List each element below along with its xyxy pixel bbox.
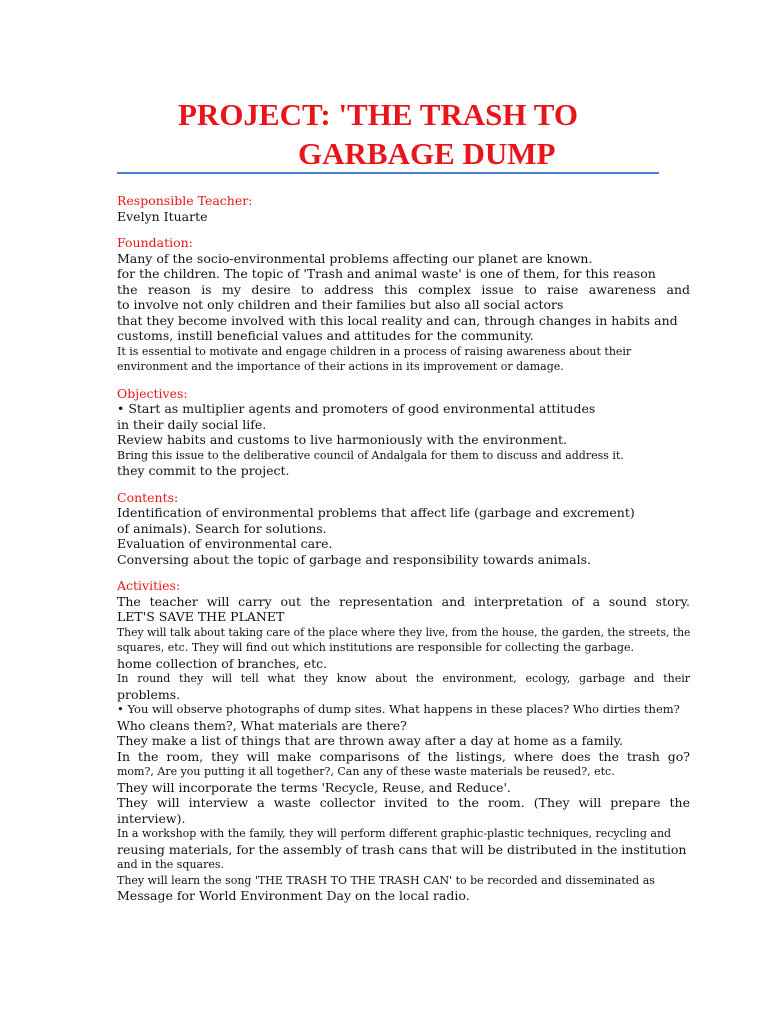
section-heading: Contents: — [117, 489, 179, 505]
text-line: squares, etc. They will find out which institutions are responsible for collecting the garbage. — [117, 641, 634, 654]
text-line: that they become involved with this local reality and can, through changes in habits and — [117, 312, 678, 328]
title-line-2: GARBAGE DUMP — [298, 136, 556, 171]
text-line: Identification of environmental problems that affect life (garbage and excrement) — [117, 505, 635, 520]
document-body — [117, 193, 690, 915]
text-line: of animals). Search for solutions. — [117, 520, 327, 536]
text-line: They will learn the song 'THE TRASH TO THE TRASH CAN' to be recorded and disseminated as — [117, 873, 655, 887]
text-line: Bring this issue to the deliberative council of Andalgala for them to discuss and address it. — [117, 448, 624, 462]
text-line: • Start as multiplier agents and promoters of good environmental attitudes — [117, 401, 596, 416]
text-line: reusing materials, for the assembly of trash cans that will be distributed in the institution — [117, 841, 687, 857]
text-line: Review habits and customs to live harmoniously with the environment. — [117, 432, 568, 447]
text-line: They will incorporate the terms 'Recycle, Reuse, and Reduce'. — [117, 779, 511, 795]
section-contents — [117, 490, 690, 568]
text-line: In a workshop with the family, they will perform different graphic-plastic techniques, recycling and — [117, 827, 672, 840]
title-line-1: PROJECT: 'THE TRASH TO — [178, 97, 578, 132]
text-line: interview). — [117, 810, 186, 826]
text-line: LET'S SAVE THE PLANET — [117, 609, 285, 624]
title-divider — [117, 172, 659, 174]
text-line: customs, instill beneficial values and attitudes for the community. — [117, 328, 534, 343]
section-foundation — [117, 235, 690, 375]
text-line: In round they will tell what they know about the environment, ecology, garbage and their — [117, 672, 690, 685]
text-line: Who cleans them?, What materials are there? — [117, 717, 407, 733]
text-line: and in the squares. — [117, 858, 225, 871]
section-heading: Objectives: — [117, 385, 188, 401]
section-objectives — [117, 386, 690, 479]
text-line: to involve not only children and their families but also all social actors — [117, 297, 564, 312]
text-line: Conversing about the topic of garbage and responsibility towards animals. — [117, 551, 591, 567]
section-heading: Responsible Teacher: — [117, 193, 253, 208]
section-heading: Foundation: — [117, 235, 193, 250]
text-line: home collection of branches, etc. — [117, 655, 328, 671]
text-line: environment and the importance of their actions in its improvement or damage. — [117, 360, 564, 373]
text-line: the reason is my desire to address this complex issue to raise awareness and — [117, 281, 690, 297]
section-teacher — [117, 193, 690, 224]
text-line: They will talk about taking care of the place where they live, from the house, the garden, the streets, the — [117, 625, 691, 639]
text-line: They will interview a waste collector invited to the room. (They will prepare the — [117, 795, 690, 810]
text-line: Message for World Environment Day on the local radio. — [117, 888, 470, 903]
text-line: they commit to the project. — [117, 463, 290, 478]
text-line: Many of the socio-environmental problems affecting our planet are known. — [117, 250, 593, 266]
text-line: Evaluation of environmental care. — [117, 536, 333, 551]
text-line: • You will observe photographs of dump sites. What happens in these places? Who dirties them? — [117, 702, 680, 716]
text-line: mom?, Are you putting it all together?, Can any of these waste materials be reused?, etc. — [117, 765, 615, 778]
text-line: in their daily social life. — [117, 416, 267, 432]
text-line: problems. — [117, 686, 181, 702]
text-line: for the children. The topic of 'Trash and animal waste' is one of them, for this reason — [117, 266, 656, 281]
section-activities — [117, 578, 690, 904]
text-line: The teacher will carry out the representation and interpretation of a sound story. — [117, 593, 690, 609]
section-heading: Activities: — [117, 578, 181, 593]
text-line: In the room, they will make comparisons of the listings, where does the trash go? — [117, 748, 690, 764]
text-line: Evelyn Ituarte — [117, 208, 208, 224]
text-line: It is essential to motivate and engage children in a process of raising awareness about their — [117, 344, 632, 358]
text-line: They make a list of things that are thrown away after a day at home as a family. — [117, 733, 623, 748]
